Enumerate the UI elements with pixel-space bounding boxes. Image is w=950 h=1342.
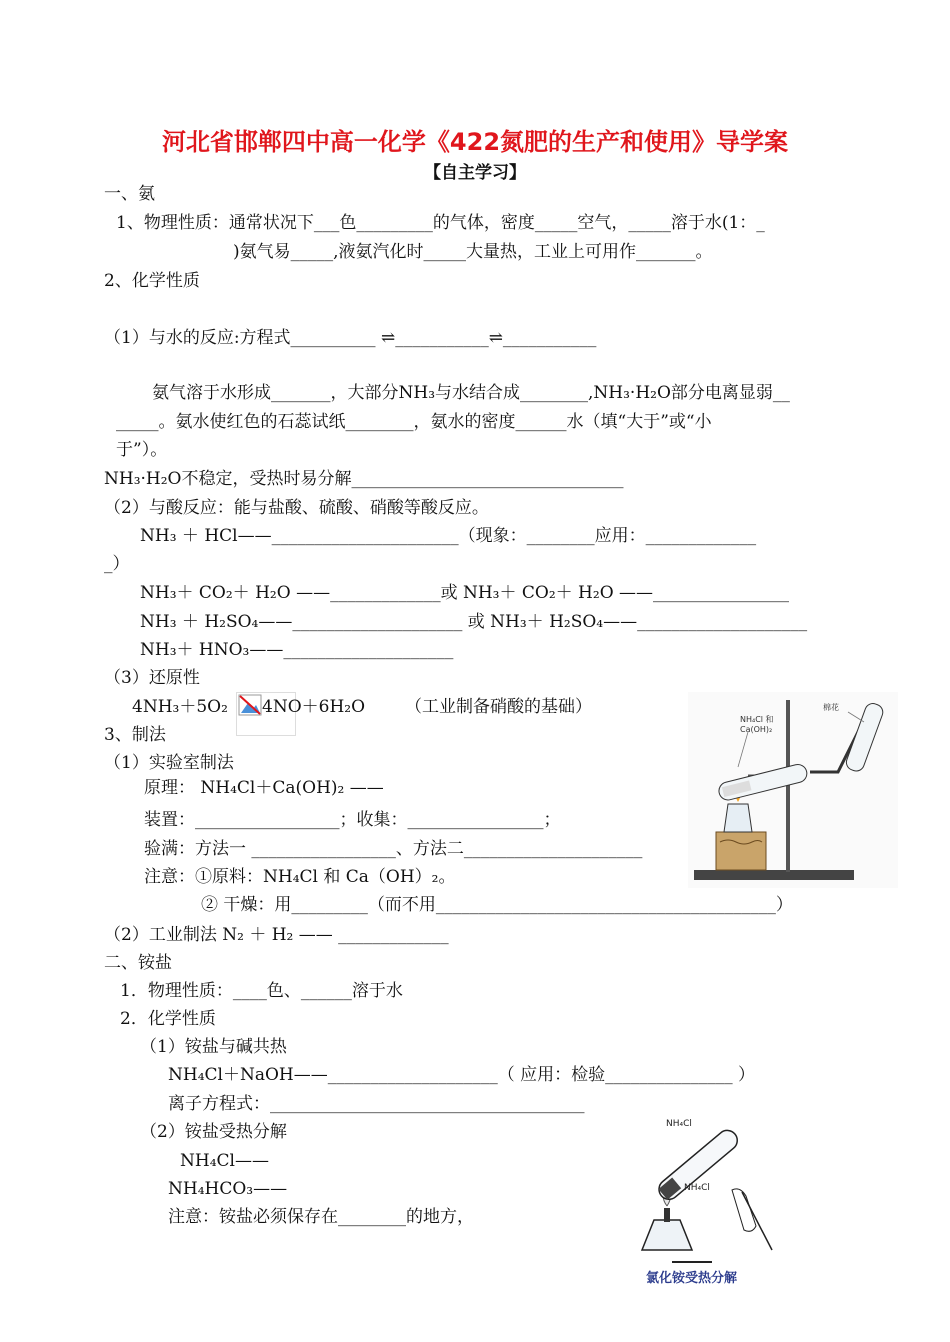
lab-principle-line: 原理： NH₄Cl＋Ca(OH)₂ ——	[144, 778, 384, 798]
document-title: 河北省邯郸四中高一化学《422氮肥的生产和使用》导学案	[161, 128, 789, 156]
lab-preparation-heading: （1）实验室制法	[104, 753, 234, 773]
ionic-equation-line: 离子方程式：_____________________________________	[168, 1094, 585, 1114]
heading-ammonia: 一、氨	[104, 184, 155, 204]
ammonia-water-line-1: 氨气溶于水形成_______，大部分NH₃与水结合成________,NH₃·H₂O部分电离显弱__	[152, 383, 790, 403]
nh4hco3-decomposition: NH₄HCO₃——	[168, 1179, 288, 1199]
reducibility-heading: （3）还原性	[104, 668, 200, 688]
water-reaction-line: （1）与水的反应:方程式__________ ⇌___________⇌___________	[104, 328, 597, 348]
hcl-reaction-line-2: _）	[104, 554, 130, 574]
ammonia-water-line-3: 于”）。	[116, 440, 168, 460]
notice-raw-material: 注意：①原料：NH₄Cl 和 Ca（OH）₂。	[144, 867, 456, 887]
hcl-reaction-line: NH₃ ＋ HCl——______________________（现象：________应用：_____________	[140, 526, 757, 546]
ammonium-chloride-heating-figure	[632, 1110, 782, 1290]
lab-apparatus-figure	[688, 692, 898, 888]
section-subtitle: 【自主学习】	[424, 163, 526, 183]
lab-label-reagents: NH₄Cl 和	[740, 715, 774, 724]
oxidation-products: 4NO＋6H₂O	[262, 697, 366, 717]
heat-label-bottom: NH₄Cl	[684, 1183, 710, 1193]
nh4cl-naoh-line: NH₄Cl＋NaOH——____________________（ 应用：检验_______________ ）	[168, 1065, 756, 1085]
physical-properties-line: 1、物理性质：通常状况下___色_________的气体，密度_____空气，_____溶于水(1：_	[116, 213, 765, 233]
ammonia-water-line-2: _____。氨水使红色的石蕊试纸________，氨水的密度______水（填“大于”或“小	[116, 412, 712, 432]
co2-reaction-line: NH₃＋ CO₂＋ H₂O ——_____________或 NH₃＋ CO₂＋ H₂O ——________________	[140, 583, 790, 603]
salt-base-heading: （1）铵盐与碱共热	[140, 1037, 287, 1057]
hno3-reaction-line: NH₃＋ HNO₃——____________________	[140, 640, 454, 660]
heat-figure-caption: 氯化铵受热分解	[646, 1271, 738, 1286]
acid-reaction-heading: （2）与酸反应：能与盐酸、硫酸、硝酸等酸反应。	[104, 498, 489, 518]
heading-preparation: 3、制法	[104, 725, 166, 745]
notice-drying: ② 干燥：用_________（而不用________________________________________）	[201, 895, 793, 915]
h2so4-reaction-line: NH₃ ＋ H₂SO₄——____________________ 或 NH₃＋ H₂SO₄——____________________	[140, 612, 808, 632]
industrial-preparation-line: （2）工业制法 N₂ ＋ H₂ —— _____________	[104, 925, 449, 945]
salt-physical-properties: 1．物理性质：____色、______溶于水	[120, 981, 403, 1001]
physical-properties-line-2: )氨气易_____,液氨汽化时_____大量热，工业上可用作_______。	[233, 242, 713, 262]
salt-heat-heading: （2）铵盐受热分解	[140, 1122, 287, 1142]
heading-ammonium-salts: 二、铵盐	[104, 953, 172, 973]
storage-notice: 注意：铵盐必须保存在________的地方，	[168, 1207, 474, 1227]
heat-label-top: NH₄Cl	[666, 1119, 692, 1129]
apparatus-line: 装置：_________________；收集：________________；	[144, 810, 561, 830]
lab-label-cotton: 棉花	[823, 703, 839, 712]
oxidation-note: （工业制备硝酸的基础）	[405, 697, 592, 717]
oxidation-reactants: 4NH₃＋5O₂	[132, 697, 228, 717]
heading-chemical-properties: 2、化学性质	[104, 271, 200, 291]
decomposition-line: NH₃·H₂O不稳定，受热时易分解________________________________	[104, 469, 624, 489]
full-check-line: 验满：方法一 _________________、方法二_____________________	[144, 839, 643, 859]
salt-chemical-properties: 2．化学性质	[120, 1009, 216, 1029]
lab-label-calcium-hydroxide: Ca(OH)₂	[740, 725, 773, 734]
nh4cl-decomposition: NH₄Cl——	[180, 1151, 269, 1171]
